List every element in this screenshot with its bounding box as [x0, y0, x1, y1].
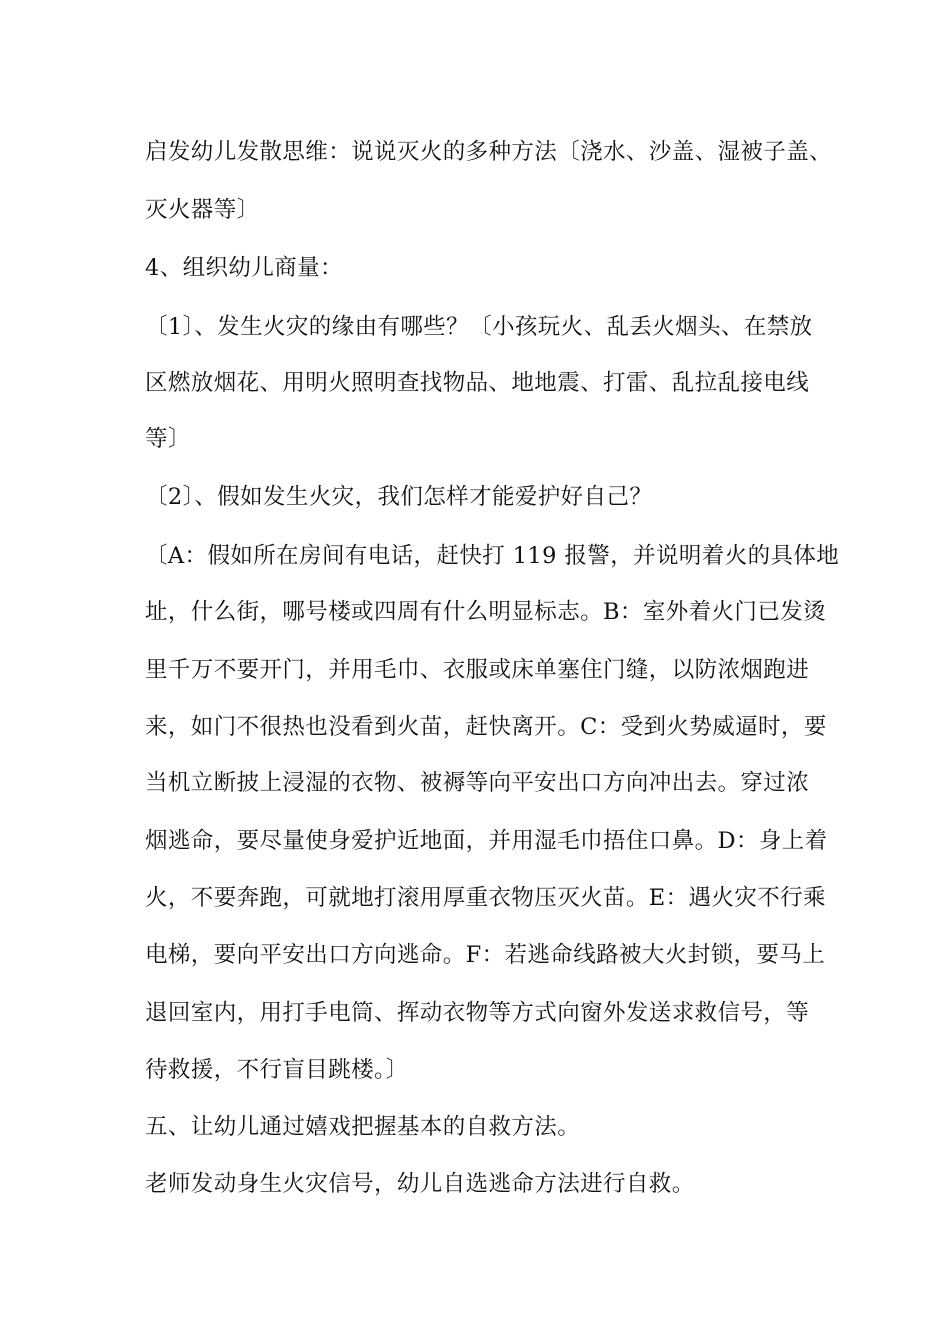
paragraph-line: 启发幼儿发散思维：说说灭火的多种方法〔浇水、沙盖、湿被子盖、	[145, 139, 833, 165]
paragraph-line: 来，如门不很热也没看到火苗，赶快离开。C：受到火势威逼时，要	[145, 714, 827, 740]
paragraph-line: 〔2〕、假如发生火灾，我们怎样才能爱护好自己？	[145, 484, 653, 510]
section-heading: 4、组织幼儿商量：	[145, 255, 343, 281]
paragraph-line: 火，不要奔跑，可就地打滚用厚重衣物压灭火苗。E：遇火灾不行乘	[145, 885, 826, 911]
paragraph-line: 退回室内，用打手电筒、挥动衣物等方式向窗外发送求救信号，等	[145, 1000, 810, 1026]
paragraph-line: 里千万不要开门，并用毛巾、衣服或床单塞住门缝，以防浓烟跑进	[145, 657, 810, 683]
paragraph-line: 灭火器等〕	[145, 197, 260, 223]
paragraph-line: 当机立断披上浸湿的衣物、被褥等向平安出口方向冲出去。穿过浓	[145, 770, 810, 796]
paragraph-line: 〔A：假如所在房间有电话，赶快打 119 报警，并说明着火的具体地	[145, 543, 840, 569]
paragraph-line: 〔1〕、发生火灾的缘由有哪些？〔小孩玩火、乱丢火烟头、在禁放	[145, 314, 813, 340]
paragraph-line: 区燃放烟花、用明火照明查找物品、地地震、打雷、乱拉乱接电线	[145, 370, 810, 396]
paragraph-line: 址，什么街，哪号楼或四周有什么明显标志。B：室外着火门已发烫	[145, 599, 827, 625]
paragraph-line: 烟逃命，要尽量使身爱护近地面，并用湿毛巾捂住口鼻。D：身上着	[145, 828, 828, 854]
section-heading: 五、让幼儿通过嬉戏把握基本的自救方法。	[145, 1114, 581, 1140]
paragraph-line: 老师发动身生火灾信号，幼儿自选逃命方法进行自救。	[145, 1171, 695, 1197]
paragraph-line: 待救援，不行盲目跳楼。〕	[145, 1057, 409, 1083]
paragraph-line: 等〕	[145, 426, 191, 452]
paragraph-line: 电梯，要向平安出口方向逃命。F：若逃命线路被大火封锁，要马上	[145, 942, 826, 968]
